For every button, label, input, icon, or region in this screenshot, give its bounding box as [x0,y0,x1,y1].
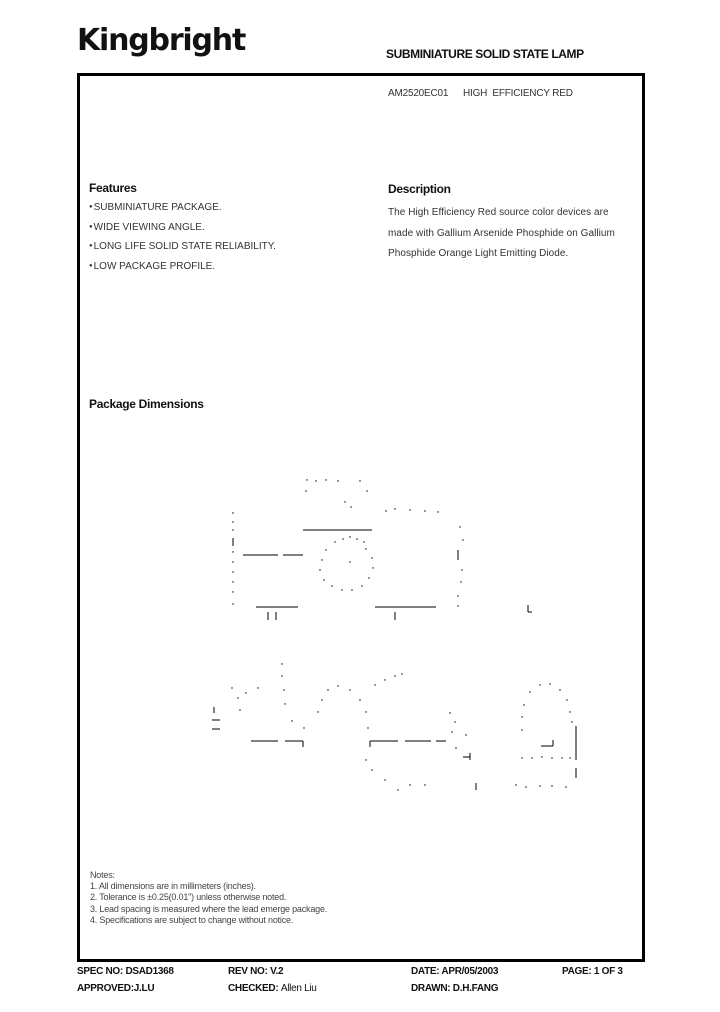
features-heading: Features [89,181,137,195]
spec-number-value: DSAD1368 [125,966,174,977]
drawn-value: D.H.FANG [452,983,499,994]
notes-section [90,870,327,926]
page-value: 1 OF 3 [593,966,623,977]
checked-value: Allen Liu [280,983,317,994]
checked-label: CHECKED: [228,983,279,994]
drawn-label: DRAWN: [411,983,451,994]
description-heading: Description [388,182,451,196]
page-indicator [562,966,623,977]
document-title: SUBMINIATURE SOLID STATE LAMP [386,47,584,61]
brand-logo: Kingbright [77,23,246,58]
package-dimensions-heading: Package Dimensions [89,397,204,411]
description-text: The High Efficiency Red source color devices are made with Gallium Arsenide Phosphide on Gallium Phosphide Orange Light Emitting Diode. [388,207,615,259]
note-item: 1. All dimensions are in millimeters (inches). [90,881,256,892]
spec-number [77,966,174,977]
revision-value: V.2 [270,966,284,977]
approved-value: J.LU [133,983,155,994]
revision-number [228,966,283,977]
note-item: 2. Tolerance is ±0.25(0.01") unless otherwise noted. [90,892,287,903]
page-label: PAGE: [562,966,592,977]
document-date [411,966,498,977]
part-color: HIGH EFFICIENCY RED [463,88,573,99]
date-label: DATE: [411,966,440,977]
notes-heading: Notes: [90,870,115,880]
feature-item: ● LOW PACKAGE PROFILE. [89,260,276,280]
checked-by [228,983,317,994]
feature-item: ● WIDE VIEWING ANGLE. [89,221,276,241]
revision-label: REV NO: [228,966,268,977]
note-item: 4. Specifications are subject to change without notice. [90,914,294,925]
feature-item: ● SUBMINIATURE PACKAGE. [89,201,276,221]
drawn-by [411,983,498,994]
spec-number-label: SPEC NO: [77,966,123,977]
approved-by [77,983,154,994]
date-value: APR/05/2003 [441,966,499,977]
approved-label: APPROVED: [77,983,134,994]
feature-item: ● LONG LIFE SOLID STATE RELIABILITY. [89,240,276,260]
part-number: AM2520EC01 [388,88,449,99]
note-item: 3. Lead spacing is measured where the lead emerge package. [90,903,328,914]
